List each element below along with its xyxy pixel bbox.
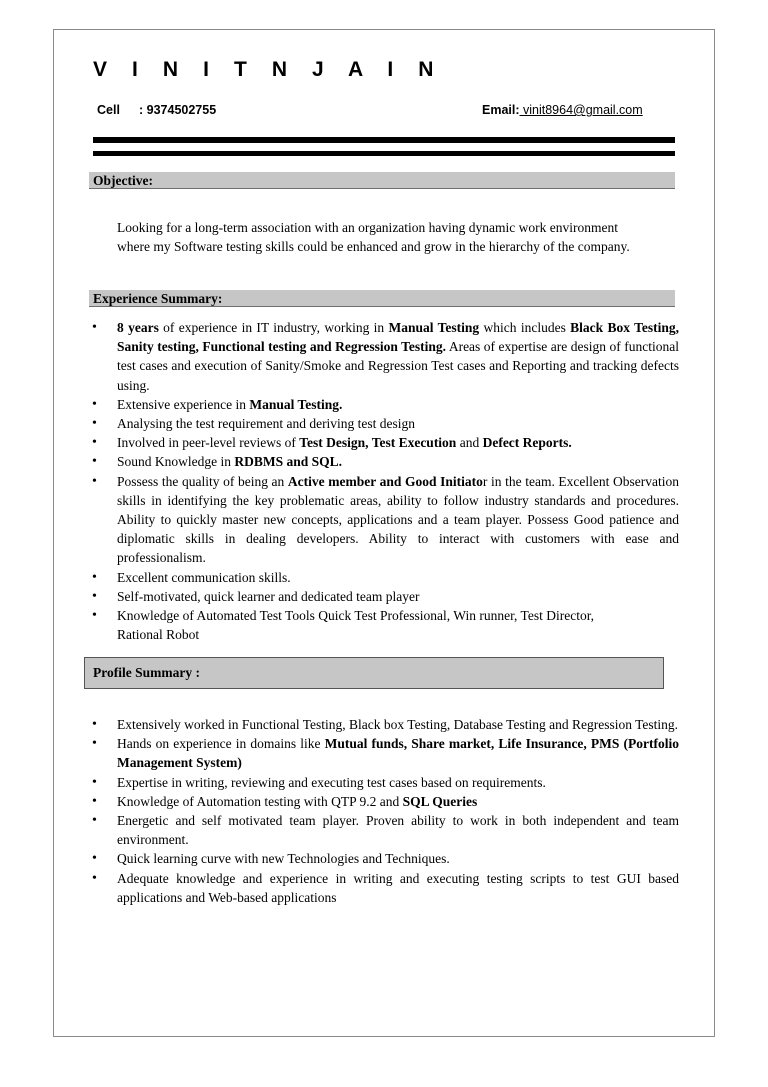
- header-rule-top: [93, 137, 675, 143]
- list-item: [117, 395, 679, 414]
- item-text: Adequate knowledge and experience in writing and executing testing scripts to test GUI based applications and Web-based applications: [117, 870, 679, 905]
- item-text: Energetic and self motivated team player. Proven ability to work in both independent and team environment.: [117, 813, 679, 848]
- email-link[interactable]: vinit8964@gmail.com: [519, 103, 643, 117]
- list-item: [117, 869, 679, 907]
- experience-heading: Experience Summary:: [89, 290, 675, 307]
- list-item: [117, 472, 679, 568]
- item-text: r in the team. Excellent Observation skills in identifying the key problematic areas, ability to follow industry standards and procedures. Ability to quickly master new concepts, applications and a team player. Possess Good patience and diplomatic skills in dealing developers. Ability to interact with customers with ease and professionalism.: [117, 473, 680, 566]
- list-item: [117, 318, 679, 395]
- item-text: Hands on experience in domains like: [117, 736, 325, 752]
- item-text: Extensive experience in: [117, 396, 250, 412]
- item-text: of experience in IT industry, working in: [158, 320, 389, 335]
- item-text: Self-motivated, quick learner and dedicated team player: [117, 588, 420, 604]
- list-item: [117, 792, 679, 811]
- item-text: Quick learning curve with new Technologies and Techniques.: [117, 851, 450, 867]
- item-bold: Black Box Testing, Sanity testing, Functional testing and Regression Testing.: [117, 320, 680, 355]
- cell-contact: [97, 103, 216, 117]
- item-bold: Manual Testing.: [249, 396, 343, 412]
- experience-list: [117, 318, 679, 644]
- item-text: Possess the quality of being an: [117, 473, 288, 489]
- list-item: [117, 452, 679, 471]
- item-bold: Manual Testing: [388, 320, 480, 335]
- item-text: Excellent communication skills.: [117, 569, 291, 585]
- candidate-name: V I N I T N J A I N: [93, 58, 444, 81]
- cell-value: : 9374502755: [139, 103, 217, 117]
- list-item: [117, 433, 679, 452]
- list-item: [117, 773, 679, 792]
- header-rule-bottom: [93, 151, 675, 156]
- list-item: [117, 606, 679, 644]
- objective-heading: Objective:: [89, 172, 675, 189]
- item-bold: Test Design, Test Execution: [299, 435, 457, 451]
- item-text: and: [456, 435, 483, 451]
- item-text: which includes: [479, 320, 571, 335]
- list-item: [117, 568, 679, 587]
- email-contact: [482, 103, 643, 117]
- item-text: Extensively worked in Functional Testing, Black box Testing, Database Testing and Regression Testing.: [117, 717, 679, 732]
- item-text: Areas of expertise are design of functional test cases and execution of Sanity/Smoke and Regression Test cases and Reporting and tracking defects using.: [117, 339, 679, 393]
- item-bold: Defect Reports.: [482, 435, 572, 451]
- item-bold: 8 years: [117, 320, 159, 335]
- item-bold: SQL Queries: [402, 793, 478, 809]
- item-bold: RDBMS and SQL.: [234, 454, 343, 470]
- cell-label: Cell: [97, 103, 120, 117]
- list-item: [117, 734, 679, 772]
- profile-list: [117, 715, 679, 907]
- list-item: [117, 414, 679, 433]
- item-text: Knowledge of Automated Test Tools Quick Test Professional, Win runner, Test Director, Rational Robot: [117, 608, 595, 643]
- item-text: Analysing the test requirement and deriving test design: [117, 416, 416, 432]
- item-text: Sound Knowledge in: [117, 454, 235, 470]
- item-text: Expertise in writing, reviewing and executing test cases based on requirements.: [117, 774, 546, 790]
- profile-heading: Profile Summary :: [84, 657, 664, 689]
- email-label: Email:: [482, 103, 520, 117]
- item-text: Involved in peer-level reviews of: [117, 435, 300, 451]
- objective-text: Looking for a long-term association with an organization having dynamic work environment where my Software testing skills could be enhanced and grow in the hierarchy of the company.: [117, 220, 630, 255]
- list-item: [117, 587, 679, 606]
- list-item: [117, 715, 679, 734]
- item-text: Knowledge of Automation testing with QTP 9.2 and: [117, 793, 403, 809]
- item-bold: Active member and Good Initiato: [287, 473, 483, 489]
- list-item: [117, 811, 679, 849]
- list-item: [117, 849, 679, 868]
- item-bold: Mutual funds, Share market, Life Insurance, PMS (Portfolio Management System): [117, 736, 679, 771]
